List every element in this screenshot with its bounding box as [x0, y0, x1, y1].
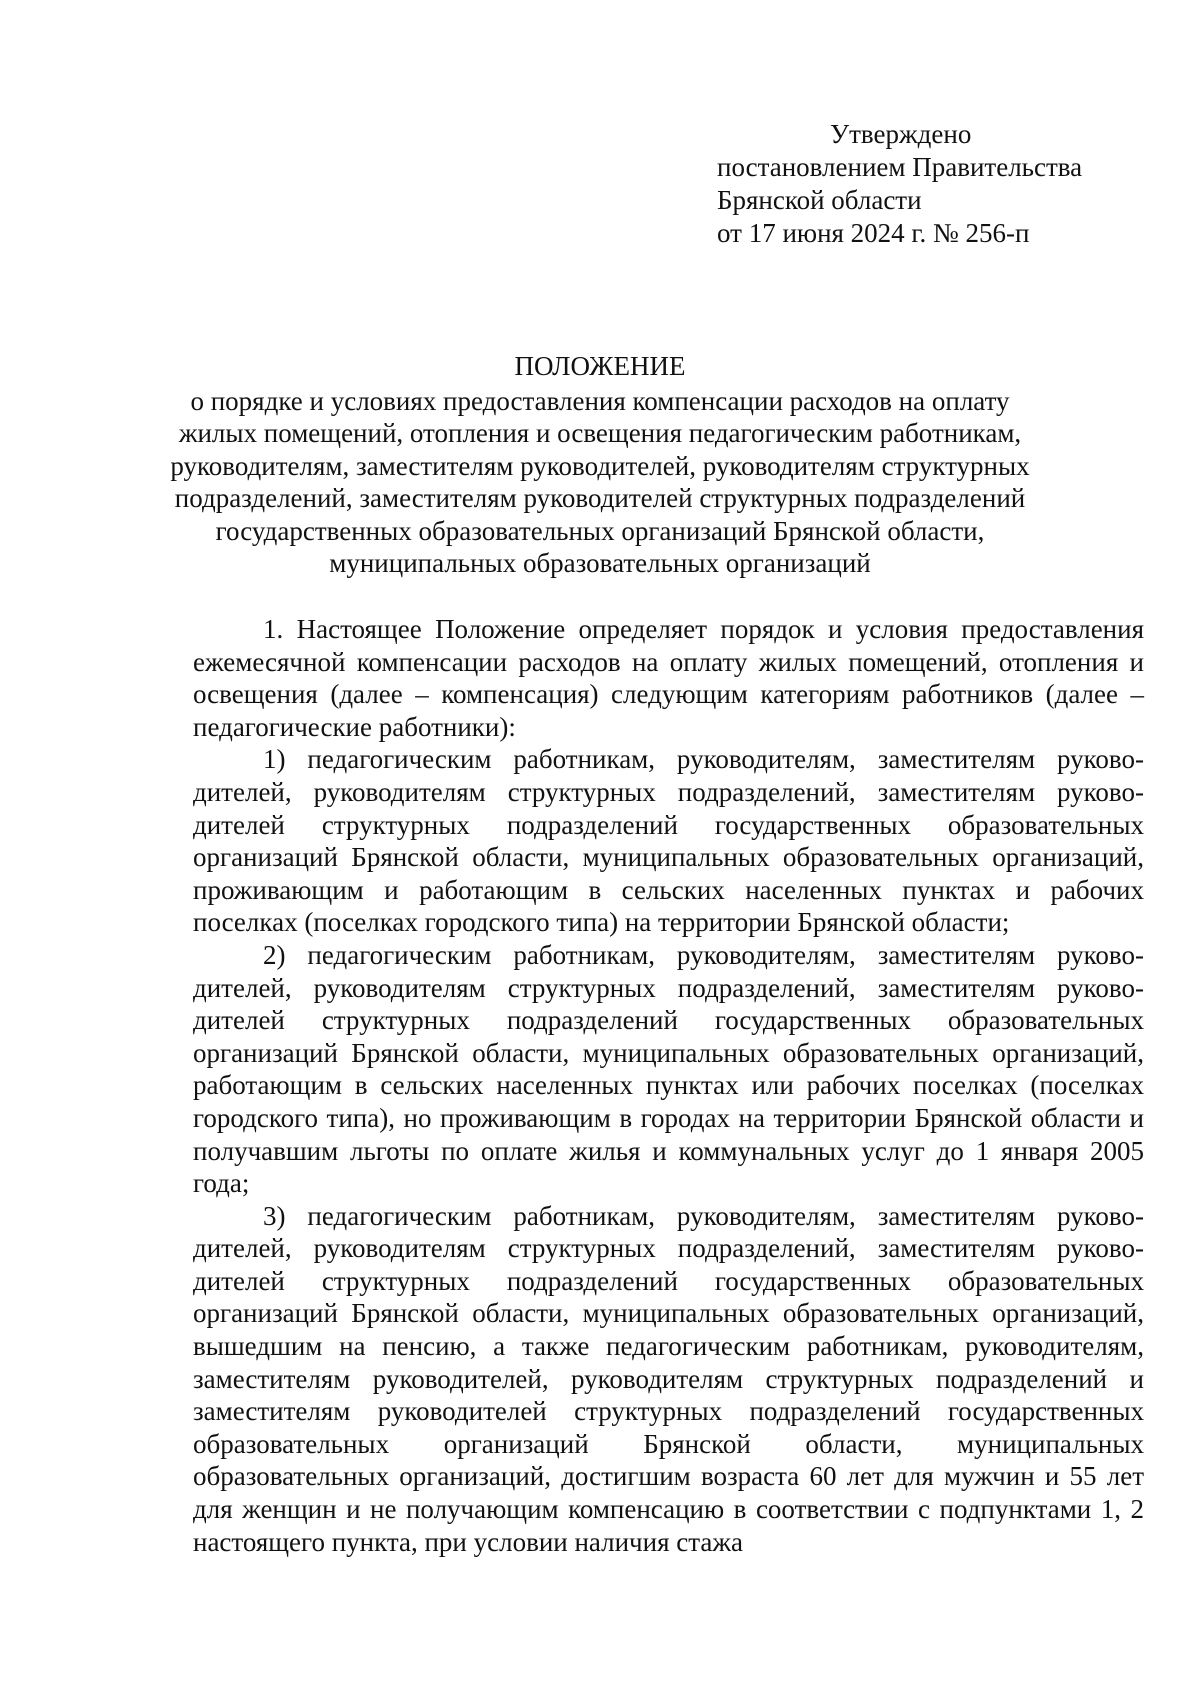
title-subtitle-line: руководителям, заместителям руководителей, руководителям структурных: [170, 450, 1030, 481]
title-subtitle-line: жилых помещений, отопления и освещения педагогическим работникам,: [178, 418, 1022, 448]
document-body: [193, 613, 1144, 1558]
body-paragraph-1: 1. Настоящее Положение определяет порядок и условия предоставления ежемесячной компенсации расходов на оплату жилых помещений, отопления и освещения (далее – компенсация) следующим категориям работников (далее – педагогические работники):: [193, 614, 1144, 742]
document-title: [150, 350, 1050, 580]
title-subtitle-line: муниципальных образовательных организаций: [329, 548, 871, 578]
body-subitem-2: 2) педагогическим работникам, руководителям, заместителям руководителей, руководителям структурных подразделений, заместителям руководителей структурных подразделений государственных образовательных организаций Брянской области, муниципальных образовательных организаций, работающим в сельских населенных пунктах или рабочих поселках (поселках городского типа), но проживающим в городах на территории Брянской области и получавшим льготы по оплате жилья и коммунальных услуг до 1 января 2005 года;: [193, 939, 1144, 1199]
body-subitem-3: 3) педагогическим работникам, руководителям, заместителям руководителей, руководителям структурных подразделений, заместителям руководителей структурных подразделений государственных образовательных организаций Брянской области, муниципальных образовательных организаций, вышедшим на пенсию, а также педагогическим работникам, руководителям, заместителям руководителей, руководителям структурных подразделений и заместителям руководителей структурных подразделений государственных образовательных организаций Брянской области, муниципальных образовательных организаций, достигшим возраста 60 лет для мужчин и 55 лет для женщин и не получающим компенсацию в соответствии с подпунктами 1, 2 настоящего пункта, при условии наличия стажа: [193, 1200, 1144, 1557]
title-subtitle-line: подразделений, заместителям руководителей структурных подразделений: [174, 483, 1026, 513]
title-heading: ПОЛОЖЕНИЕ: [514, 351, 686, 381]
approval-line: Брянской области: [717, 185, 922, 215]
approval-line: Утверждено: [830, 119, 972, 149]
title-subtitle-line: государственных образовательных организаций Брянской области,: [215, 515, 985, 546]
title-subtitle-line: о порядке и условиях предоставления компенсации расходов на оплату: [190, 385, 1010, 416]
approval-stamp: [717, 118, 1137, 250]
approval-line: постановлением Правительства: [717, 152, 1083, 182]
approval-line: от 17 июня 2024 г. № 256-п: [717, 218, 1030, 248]
body-subitem-1: 1) педагогическим работникам, руководителям, заместителям руководителей, руководителям структурных подразделений, заместителям руководителей структурных подразделений государственных образовательных организаций Брянской области, муниципальных образовательных организаций, проживающим и работающим в сельских населенных пунктах и рабочих поселках (поселках городского типа) на территории Брянской области;: [193, 744, 1144, 938]
